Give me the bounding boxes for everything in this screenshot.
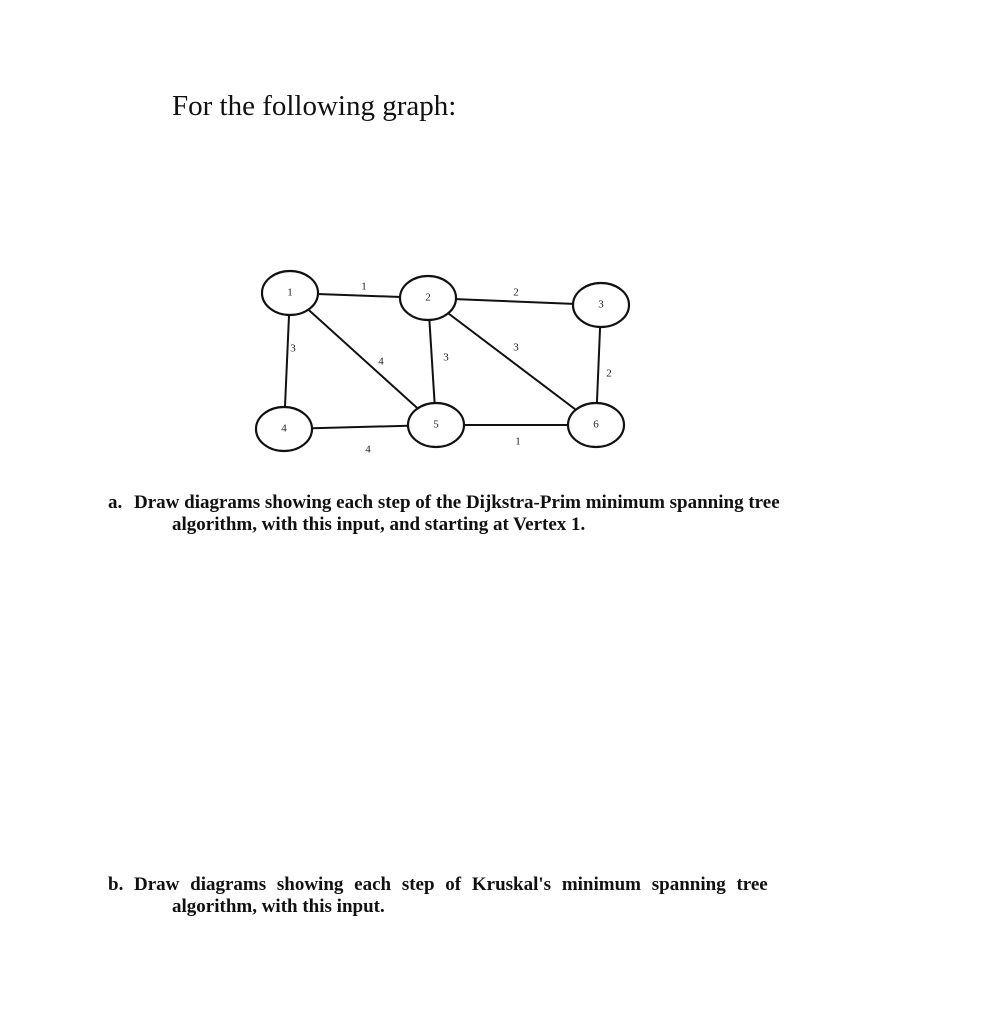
edge-weight-1-4: 3: [290, 342, 296, 355]
node-label-6: 6: [593, 418, 599, 431]
node-5: [408, 403, 464, 447]
node-2: [400, 276, 456, 320]
edge-weight-2-5: 3: [443, 351, 449, 364]
question-a-line2: algorithm, with this input, and starting at Vertex 1.: [172, 514, 586, 535]
edge-weight-5-6: 1: [515, 435, 521, 448]
edge-weight-2-3: 2: [513, 286, 519, 299]
edge-weight-1-2: 1: [361, 280, 367, 293]
edge-weight-4-5: 4: [365, 443, 371, 456]
node-label-1: 1: [287, 286, 293, 299]
node-4: [256, 407, 312, 451]
node-label-4: 4: [281, 422, 287, 435]
question-b: [108, 874, 868, 918]
question-b-marker: b.: [108, 874, 124, 895]
page-heading: For the following graph:: [172, 90, 457, 122]
node-label-5: 5: [433, 418, 439, 431]
node-3: [573, 283, 629, 327]
node-label-3: 3: [598, 298, 604, 311]
edge-weight-2-6: 3: [513, 341, 519, 354]
edge-2-6: [428, 298, 596, 425]
question-b-line1: Draw diagrams showing each step of Kruskal's minimum spanning tree: [134, 874, 768, 895]
node-label-2: 2: [425, 291, 431, 304]
edge-weight-1-5: 4: [378, 355, 384, 368]
question-a-line1: Draw diagrams showing each step of the Dijkstra-Prim minimum spanning tree: [134, 492, 780, 513]
question-b-line2: algorithm, with this input.: [172, 896, 385, 917]
node-6: [568, 403, 624, 447]
edge-weight-3-6: 2: [606, 367, 612, 380]
question-a-marker: a.: [108, 492, 123, 513]
question-a: [108, 492, 868, 536]
node-1: [262, 271, 318, 315]
